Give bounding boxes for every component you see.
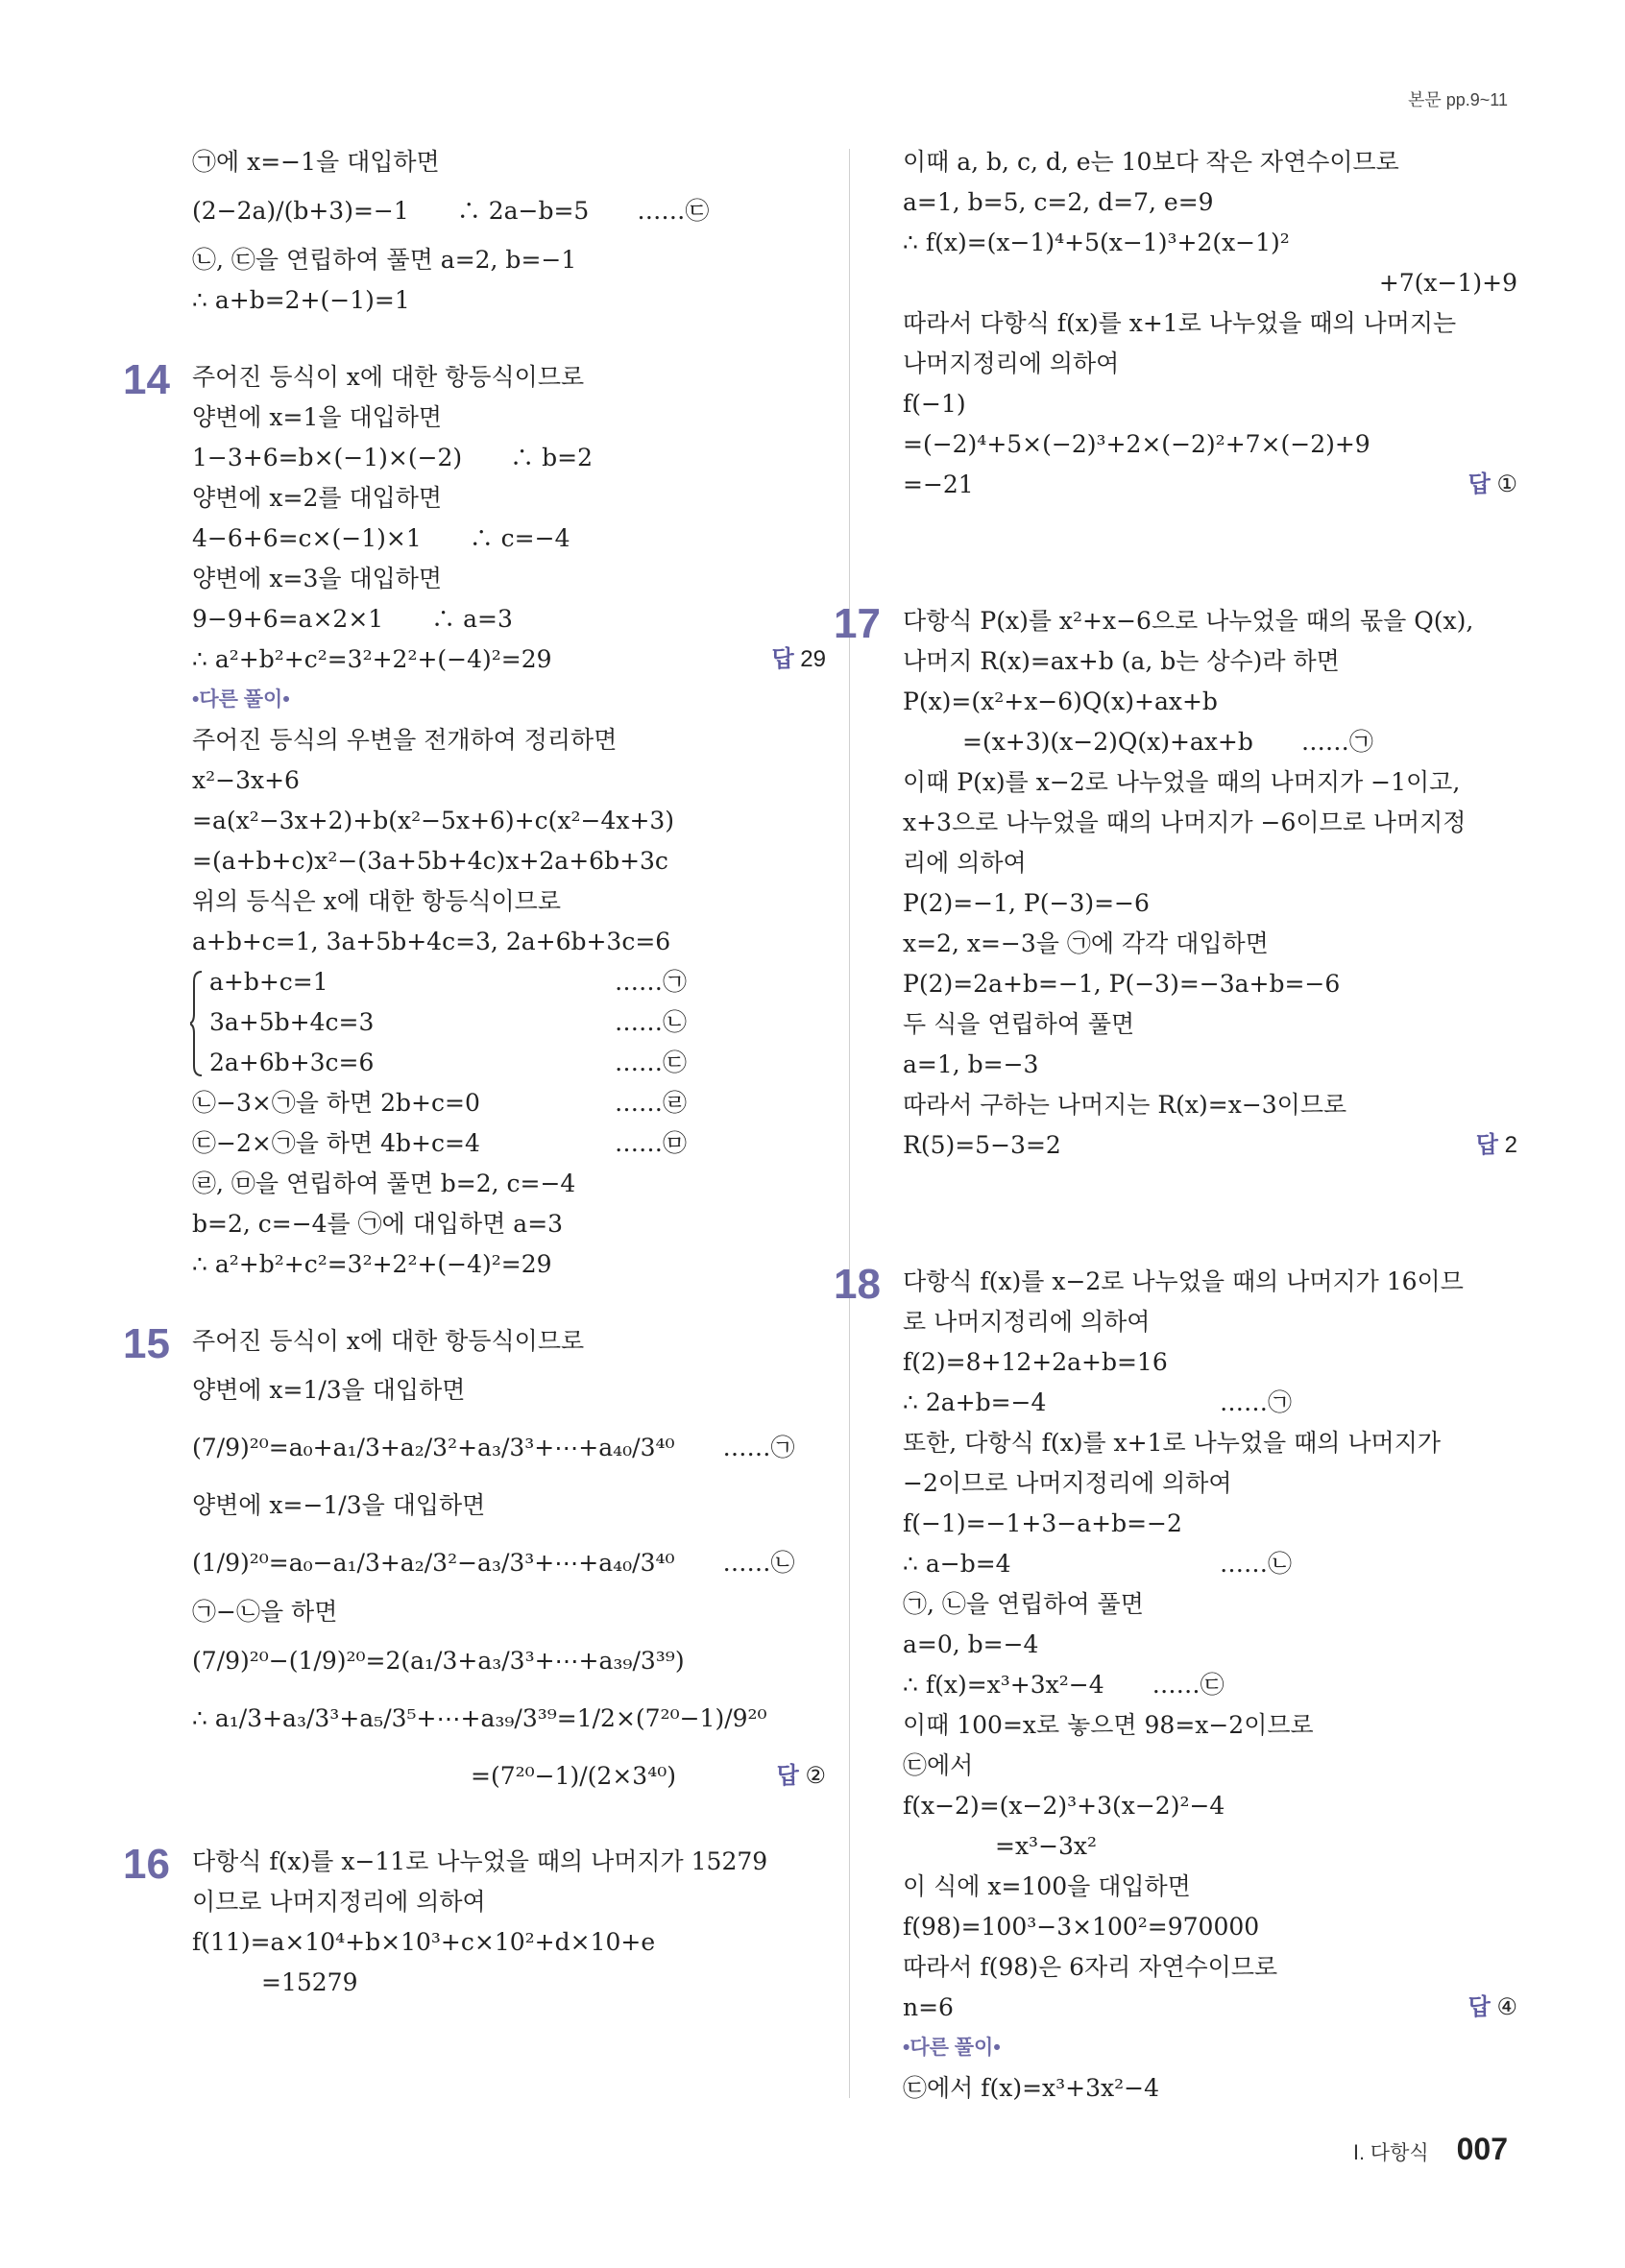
text-line: f(2)=8+12+2a+b=16 xyxy=(903,1348,1168,1376)
answer-label: 답 xyxy=(776,1763,799,1789)
text-line: ㉣, ㉤을 연립하여 풀면 b=2, c=−4 xyxy=(192,1170,576,1197)
column-divider xyxy=(849,149,850,2098)
alt-solution-label: •다른 풀이• xyxy=(192,688,290,711)
text-line: =(−2)⁴+5×(−2)³+2×(−2)²+7×(−2)+9 xyxy=(903,430,1370,458)
system-row xyxy=(192,962,826,1002)
text-line: ㉢에서 xyxy=(903,1751,974,1779)
text-line: =−21 xyxy=(903,470,974,498)
text-line: ∴ a²+b²+c²=3²+2²+(−4)²=29 xyxy=(192,645,552,673)
equation: ㉡−3×㉠을 하면 2b+c=0 xyxy=(192,1089,480,1117)
problem-number: 18 xyxy=(834,1261,881,1308)
text-line: f(98)=100³−3×100²=970000 xyxy=(903,1913,1260,1941)
text-line: ㉠에 x=−1을 대입하면 xyxy=(192,148,440,176)
text-line: f(x−2)=(x−2)³+3(x−2)²−4 xyxy=(903,1792,1225,1820)
left-column xyxy=(123,142,826,2003)
text-line: b=2, c=−4를 ㉠에 대입하면 a=3 xyxy=(192,1210,564,1238)
text-line: (1/9)²⁰=a₀−a₁/3+a₂/3²−a₃/3³+⋯+a₄₀/3⁴⁰ ……㉡ xyxy=(192,1549,795,1577)
problem-number: 17 xyxy=(834,600,881,647)
text-line: 주어진 등식이 x에 대한 항등식이므로 xyxy=(192,1327,585,1355)
answer-badge xyxy=(1476,1125,1517,1166)
text-line: 양변에 x=1을 대입하면 xyxy=(192,403,443,431)
text-line: 주어진 등식이 x에 대한 항등식이므로 xyxy=(192,363,585,391)
equation: 2a+6b+3c=6 xyxy=(209,1049,375,1076)
answer-badge xyxy=(1468,1988,1517,2028)
section-label: Ⅰ. 다항식 xyxy=(1352,2142,1429,2164)
text-line: 9−9+6=a×2×1 ∴ a=3 xyxy=(192,605,513,633)
text-line: 따라서 구하는 나머지는 R(x)=x−3이므로 xyxy=(903,1091,1347,1119)
text-line xyxy=(192,1123,826,1164)
text-line: 다항식 f(x)를 x−2로 나누었을 때의 나머지가 16이므 xyxy=(903,1267,1464,1295)
problem-16 xyxy=(123,1841,826,2003)
text-line: (7/9)²⁰=a₀+a₁/3+a₂/3²+a₃/3³+⋯+a₄₀/3⁴⁰ ……㉠ xyxy=(192,1434,795,1461)
text-line: 양변에 x=−1/3을 대입하면 xyxy=(192,1491,486,1519)
text-line: a+b+c=1, 3a+5b+4c=3, 2a+6b+3c=6 xyxy=(192,928,671,955)
answer-value: 2 xyxy=(1504,1132,1517,1158)
answer-label: 답 xyxy=(1475,1132,1498,1158)
text-line: 다항식 f(x)를 x−11로 나누었을 때의 나머지가 15279 xyxy=(192,1847,768,1875)
text-line: a=0, b=−4 xyxy=(903,1630,1039,1658)
equation: a+b+c=1 xyxy=(209,968,328,996)
answer-badge xyxy=(1468,465,1517,505)
text-line: ∴ a²+b²+c²=3²+2²+(−4)²=29 xyxy=(192,1250,552,1278)
text-line: P(2)=−1, P(−3)=−6 xyxy=(903,889,1150,917)
text-line: 양변에 x=3을 대입하면 xyxy=(192,565,443,592)
text-line: (2−2a)/(b+3)=−1 ∴ 2a−b=5 ……㉢ xyxy=(192,197,710,225)
page-number: 007 xyxy=(1456,2132,1508,2166)
right-column xyxy=(834,142,1517,2109)
text-line: f(11)=a×10⁴+b×10³+c×10²+d×10+e xyxy=(192,1928,656,1956)
text-line: 이때 100=x로 놓으면 98=x−2이므로 xyxy=(903,1711,1314,1739)
text-line: x²−3x+6 xyxy=(192,766,300,794)
text-line: 이 식에 x=100을 대입하면 xyxy=(903,1872,1191,1900)
text-line: 두 식을 연립하여 풀면 xyxy=(903,1010,1135,1038)
text-line: 또한, 다항식 f(x)를 x+1로 나누었을 때의 나머지가 xyxy=(903,1429,1441,1457)
problem-17 xyxy=(834,600,1517,1166)
equation: ㉢−2×㉠을 하면 4b+c=4 xyxy=(192,1129,480,1157)
equation-tag: ……㉢ xyxy=(615,1049,688,1076)
problem-14 xyxy=(123,356,826,1285)
equation-tag: ……㉡ xyxy=(1220,1550,1293,1578)
text-line xyxy=(192,1083,826,1123)
alt-solution-label: •다른 풀이• xyxy=(903,2037,1001,2059)
text-line: ∴ a+b=2+(−1)=1 xyxy=(192,286,410,314)
text-line: =15279 xyxy=(261,1968,358,1996)
text-line xyxy=(903,1988,1517,2028)
answer-value: ④ xyxy=(1496,1994,1517,2020)
text-line: 4−6+6=c×(−1)×1 ∴ c=−4 xyxy=(192,524,570,552)
text-line xyxy=(192,1748,826,1805)
problem-15 xyxy=(123,1320,826,1805)
equation: ∴ a−b=4 xyxy=(903,1550,1011,1578)
equation-tag: ……㉠ xyxy=(1220,1388,1293,1416)
problem-number: 14 xyxy=(123,356,170,403)
text-line: ㉠−㉡을 하면 xyxy=(192,1598,338,1626)
text-line: 다항식 P(x)를 x²+x−6으로 나누었을 때의 몫을 Q(x), xyxy=(903,607,1474,635)
text-line xyxy=(903,1544,1517,1584)
system-row xyxy=(192,1043,826,1083)
problem-number: 16 xyxy=(123,1841,170,1888)
text-line: 양변에 x=1/3을 대입하면 xyxy=(192,1376,466,1404)
text-line: f(−1)=−1+3−a+b=−2 xyxy=(903,1509,1182,1537)
text-line: =x³−3x² xyxy=(995,1832,1098,1860)
answer-label: 답 xyxy=(1467,471,1491,497)
answer-badge xyxy=(777,1748,826,1805)
text-line: ㉢에서 f(x)=x³+3x²−4 xyxy=(903,2074,1160,2102)
page-range-header: 본문 pp.9~11 xyxy=(1407,90,1508,109)
text-line: x+3으로 나누었을 때의 나머지가 −6이므로 나머지정 xyxy=(903,808,1467,836)
answer-badge xyxy=(771,639,826,680)
text-line: 위의 등식은 x에 대한 항등식이므로 xyxy=(192,887,561,915)
text-line: ∴ f(x)=(x−1)⁴+5(x−1)³+2(x−1)² xyxy=(903,229,1290,256)
text-line: n=6 xyxy=(903,1993,954,2021)
equation-tag: ……㉡ xyxy=(615,1008,688,1036)
answer-label: 답 xyxy=(771,646,794,672)
answer-value: 29 xyxy=(800,646,826,672)
text-line: ㉡, ㉢을 연립하여 풀면 a=2, b=−1 xyxy=(192,246,577,274)
text-line: 나머지 R(x)=ax+b (a, b는 상수)라 하면 xyxy=(903,647,1340,675)
text-line: ∴ f(x)=x³+3x²−4 ……㉢ xyxy=(903,1671,1225,1699)
text-line: 로 나머지정리에 의하여 xyxy=(903,1308,1151,1336)
text-line: 따라서 다항식 f(x)를 x+1로 나누었을 때의 나머지는 xyxy=(903,309,1457,337)
text-line: 이므로 나머지정리에 의하여 xyxy=(192,1888,486,1916)
equation-system xyxy=(192,962,826,1083)
equation: ∴ 2a+b=−4 xyxy=(903,1388,1047,1416)
text-line xyxy=(903,465,1517,505)
text-line: P(x)=(x²+x−6)Q(x)+ax+b xyxy=(903,688,1218,715)
text-line xyxy=(903,1125,1517,1166)
text-line: =(a+b+c)x²−(3a+5b+4c)x+2a+6b+3c xyxy=(192,847,668,875)
text-line xyxy=(903,1383,1517,1423)
text-line: x=2, x=−3을 ㉠에 각각 대입하면 xyxy=(903,929,1269,957)
text-line: (7/9)²⁰−(1/9)²⁰=2(a₁/3+a₃/3³+⋯+a₃₉/3³⁹) xyxy=(192,1647,685,1675)
equation-tag: ……㉣ xyxy=(615,1089,688,1117)
problem-number: 15 xyxy=(123,1320,170,1367)
text-line: P(2)=2a+b=−1, P(−3)=−3a+b=−6 xyxy=(903,970,1341,998)
text-line: 이때 a, b, c, d, e는 10보다 작은 자연수이므로 xyxy=(903,148,1399,176)
page-footer xyxy=(1353,2132,1508,2167)
text-line: =a(x²−3x+2)+b(x²−5x+6)+c(x²−4x+3) xyxy=(192,807,675,834)
text-line: −2이므로 나머지정리에 의하여 xyxy=(903,1469,1232,1497)
text-line: ∴ a₁/3+a₃/3³+a₅/3⁵+⋯+a₃₉/3³⁹=1/2×(7²⁰−1)/9²⁰ xyxy=(192,1704,767,1732)
text-line: =(x+3)(x−2)Q(x)+ax+b ……㉠ xyxy=(962,728,1373,756)
text-line: 주어진 등식의 우변을 전개하여 정리하면 xyxy=(192,726,618,754)
text-line: a=1, b=5, c=2, d=7, e=9 xyxy=(903,188,1214,216)
text-line: f(−1) xyxy=(903,390,966,418)
answer-label: 답 xyxy=(1467,1994,1491,2020)
text-line: 양변에 x=2를 대입하면 xyxy=(192,484,443,512)
text-line: a=1, b=−3 xyxy=(903,1050,1039,1078)
text-line: 1−3+6=b×(−1)×(−2) ∴ b=2 xyxy=(192,444,593,471)
text-line: ㉠, ㉡을 연립하여 풀면 xyxy=(903,1590,1144,1618)
problem-18 xyxy=(834,1261,1517,2109)
text-line xyxy=(192,639,826,680)
system-row xyxy=(192,1002,826,1043)
text-line: 나머지정리에 의하여 xyxy=(903,350,1120,377)
answer-value: ① xyxy=(1496,471,1517,497)
text-line: 이때 P(x)를 x−2로 나누었을 때의 나머지가 −1이고, xyxy=(903,768,1461,796)
text-line: R(5)=5−3=2 xyxy=(903,1131,1061,1159)
equation: 3a+5b+4c=3 xyxy=(209,1008,375,1036)
answer-value: ② xyxy=(805,1763,826,1789)
text-line: =(7²⁰−1)/(2×3⁴⁰) xyxy=(471,1762,676,1790)
text-line: 리에 의하여 xyxy=(903,849,1027,877)
text-line: +7(x−1)+9 xyxy=(1378,269,1517,297)
equation-tag: ……㉠ xyxy=(615,968,688,996)
equation-tag: ……㉤ xyxy=(615,1129,688,1157)
text-line: 따라서 f(98)은 6자리 자연수이므로 xyxy=(903,1953,1278,1981)
